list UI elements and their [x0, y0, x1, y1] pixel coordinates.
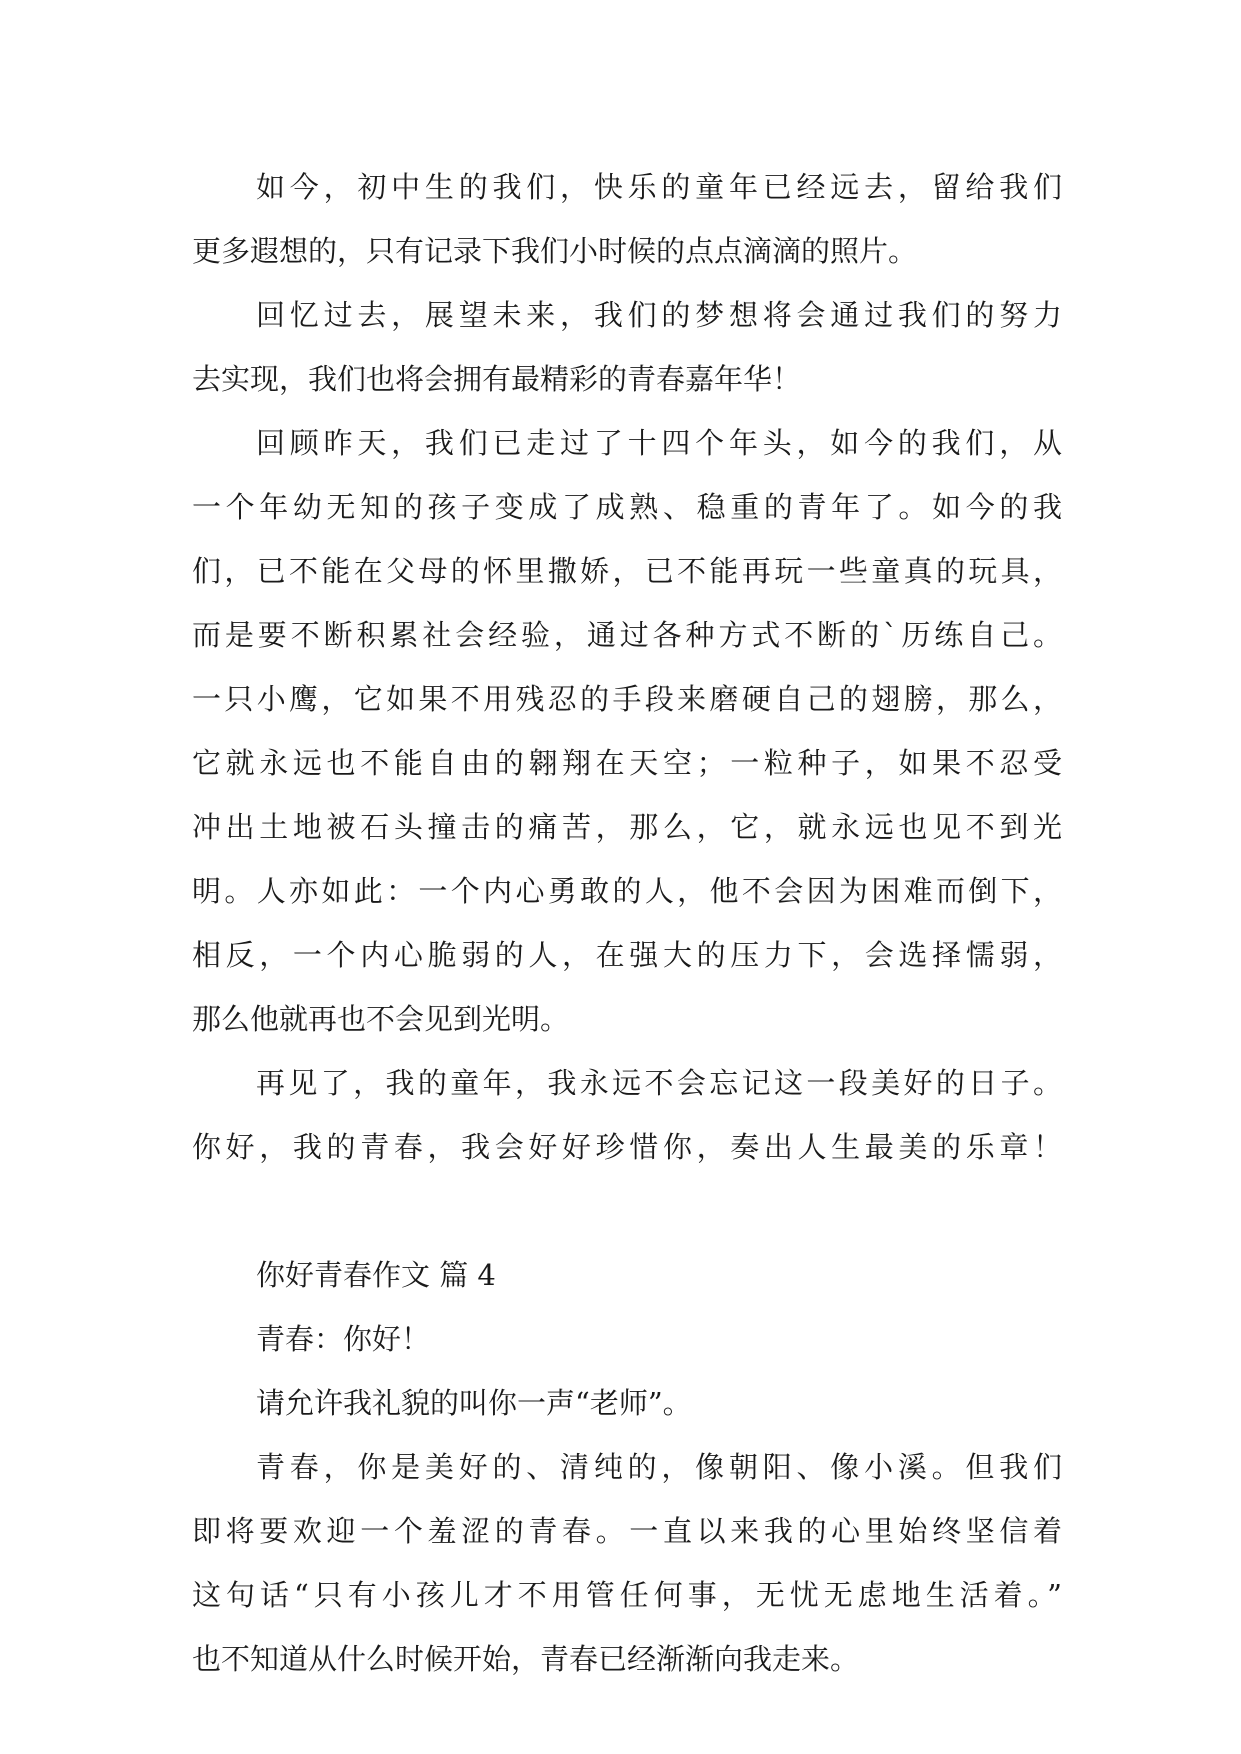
section-gap [192, 1179, 1062, 1243]
text-line: 去实现，我们也将会拥有最精彩的青春嘉年华！ [192, 362, 802, 396]
paragraph-1 [192, 155, 1062, 283]
text-line: 如今，初中生的我们，快乐的童年已经远去，留给我们 [256, 170, 1062, 204]
text-line: 再见了，我的童年，我永远不会忘记这一段美好的日子。 [256, 1066, 1062, 1100]
text-line: 回顾昨天，我们已走过了十四个年头，如今的我们，从 [256, 426, 1062, 460]
text-line: 一个年幼无知的孩子变成了成熟、稳重的青年了。如今的我 [192, 490, 1062, 524]
text-line: 即将要欢迎一个羞涩的青春。一直以来我的心里始终坚信着 [192, 1514, 1062, 1548]
text-line: 也不知道从什么时候开始，青春已经渐渐向我走来。 [192, 1642, 860, 1676]
text-line: 你好，我的青春，我会好好珍惜你，奏出人生最美的乐章！ [192, 1130, 1062, 1164]
text-line: 回忆过去，展望未来，我们的梦想将会通过我们的努力 [256, 298, 1062, 332]
text-line: 那么他就再也不会见到光明。 [192, 1002, 570, 1036]
paragraph-final [192, 1435, 1062, 1691]
text-line: 们，已不能在父母的怀里撒娇，已不能再玩一些童真的玩具， [192, 554, 1062, 588]
text-line: 相反，一个内心脆弱的人，在强大的压力下，会选择懦弱， [192, 938, 1062, 972]
paragraph-2 [192, 283, 1062, 411]
text-line: 这句话“只有小孩儿才不用管任何事，无忧无虑地生活着。” [192, 1578, 1062, 1612]
document-body [192, 155, 1062, 1691]
request-line: 请允许我礼貌的叫你一声“老师”。 [256, 1386, 692, 1420]
text-line: 冲出土地被石头撞击的痛苦，那么，它，就永远也见不到光 [192, 810, 1062, 844]
text-line: 更多遐想的，只有记录下我们小时候的点点滴滴的照片。 [192, 234, 918, 268]
text-line: 青春，你是美好的、清纯的，像朝阳、像小溪。但我们 [256, 1450, 1062, 1484]
paragraph-4 [192, 1051, 1062, 1179]
text-line: 明。人亦如此：一个内心勇敢的人，他不会因为困难而倒下， [192, 874, 1062, 908]
section-title: 你好青春作文 篇 4 [256, 1258, 496, 1292]
text-line: 一只小鹰，它如果不用残忍的手段来磨硬自己的翅膀，那么， [192, 682, 1062, 716]
text-line: 它就永远也不能自由的翱翔在天空；一粒种子，如果不忍受 [192, 746, 1062, 780]
text-line: 而是要不断积累社会经验，通过各种方式不断的`历练自己。 [192, 618, 1062, 652]
paragraph-3 [192, 411, 1062, 1051]
letter-greeting: 青春：你好！ [256, 1322, 431, 1356]
